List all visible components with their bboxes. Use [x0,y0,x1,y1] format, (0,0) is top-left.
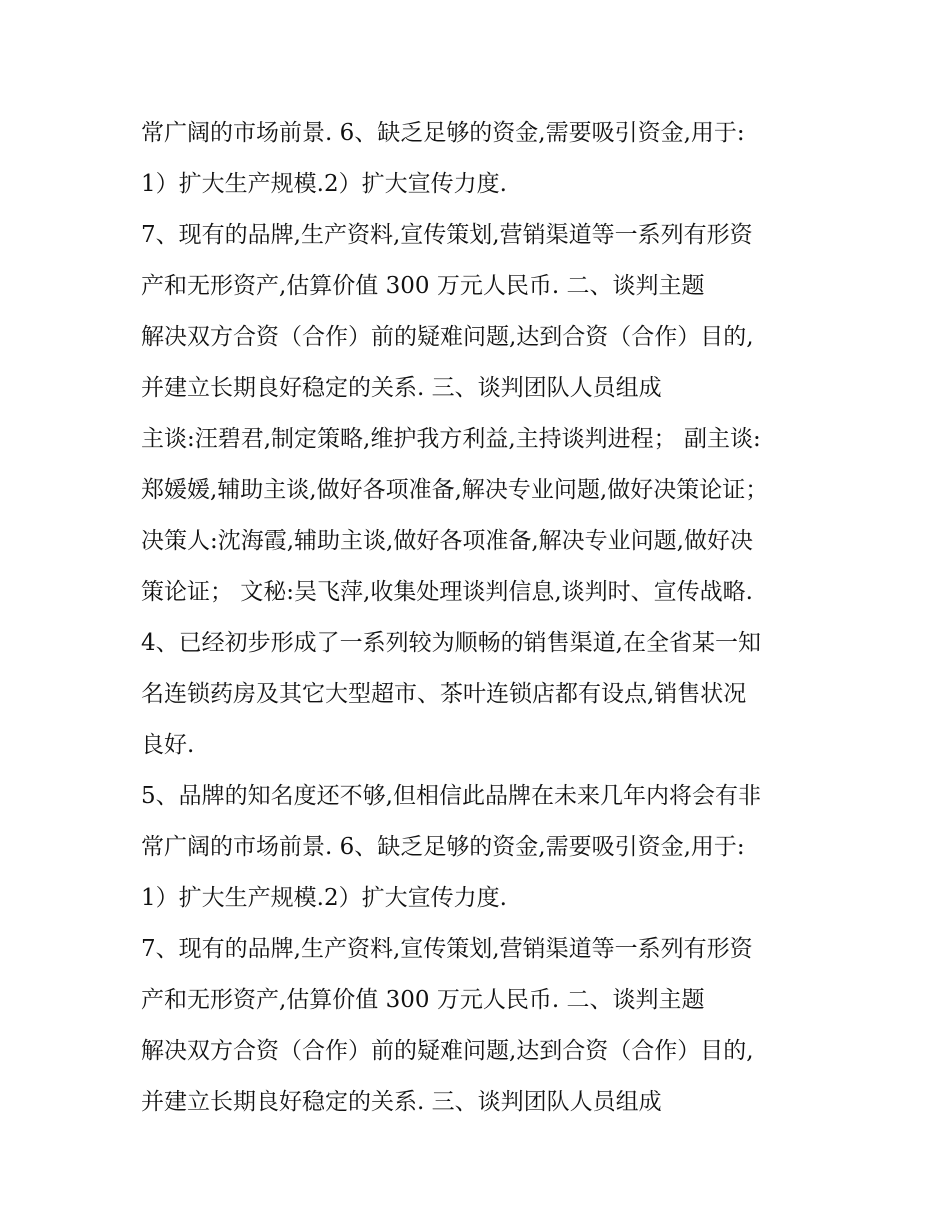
text-line: 解决双方合资（合作）前的疑难问题,达到合资（合作）目的, [141,1038,754,1064]
text-line: 5、品牌的知名度还不够,但相信此品牌在未来几年内将会有非 [141,783,761,809]
text-line: 7、现有的品牌,生产资料,宣传策划,营销渠道等一系列有形资 [141,936,753,962]
text-line: 4、已经初步形成了一系列较为顺畅的销售渠道,在全省某一知 [141,630,761,656]
text-line: 并建立长期良好稳定的关系. 三、谈判团队人员组成 [141,1089,662,1115]
text-line: 良好. [141,732,195,758]
text-line: 产和无形资产,估算价值 300 万元人民币. 二、谈判主题 [141,987,705,1013]
text-line: 常广阔的市场前景. 6、缺乏足够的资金,需要吸引资金,用于: [141,120,745,146]
text-line: 主谈:汪碧君,制定策略,维护我方利益,主持谈判进程； 副主谈: [141,426,761,452]
text-line: 并建立长期良好稳定的关系. 三、谈判团队人员组成 [141,375,662,401]
text-line: 名连锁药房及其它大型超市、茶叶连锁店都有设点,销售状况 [141,681,747,707]
text-line: 策论证； 文秘:吴飞萍,收集处理谈判信息,谈判时、宣传战略. [141,579,753,605]
text-line: 1）扩大生产规模.2）扩大宣传力度. [141,171,507,197]
text-line: 7、现有的品牌,生产资料,宣传策划,营销渠道等一系列有形资 [141,222,753,248]
text-line: 郑媛媛,辅助主谈,做好各项准备,解决专业问题,做好决策论证； [141,477,769,503]
text-line: 决策人:沈海霞,辅助主谈,做好各项准备,解决专业问题,做好决 [141,528,753,554]
document-body [141,108,821,1128]
text-line: 1）扩大生产规模.2）扩大宣传力度. [141,885,507,911]
text-line: 产和无形资产,估算价值 300 万元人民币. 二、谈判主题 [141,273,705,299]
text-line: 常广阔的市场前景. 6、缺乏足够的资金,需要吸引资金,用于: [141,834,745,860]
text-line: 解决双方合资（合作）前的疑难问题,达到合资（合作）目的, [141,324,754,350]
